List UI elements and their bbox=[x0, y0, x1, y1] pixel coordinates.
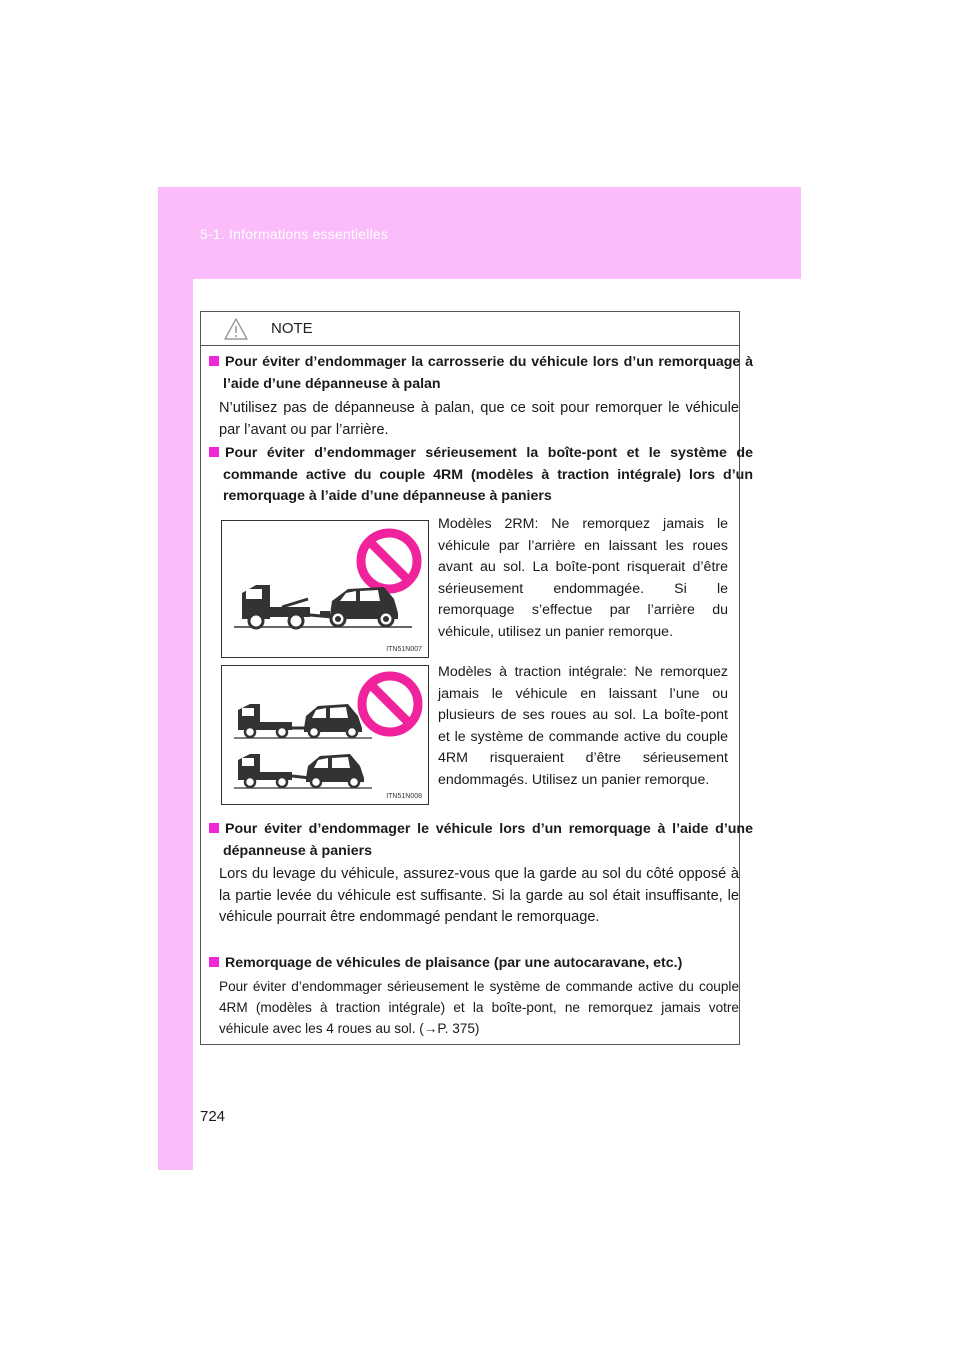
square-bullet-icon bbox=[209, 957, 219, 967]
figure-2wd-towing bbox=[221, 520, 429, 658]
page-number: 724 bbox=[200, 1108, 226, 1125]
side-tab-band bbox=[158, 187, 193, 1170]
figure-1-description: Modèles 2RM: Ne remorquez jamais le véhicule par l’arrière en laissant les roues avant au sol. La boîte-pont risquerait d’être sérieusement endommagée. Si le remorquage s’effectue par l’arrière du véhicule, utilisez un panier remorque. bbox=[438, 516, 728, 640]
figure-code: ITN51N008 bbox=[386, 793, 422, 800]
section-heading: Pour éviter d’endommager le véhicule lors d’un remorquage à l’aide d’une dépanneuse à paniers bbox=[209, 819, 753, 862]
tow-truck-illustration bbox=[222, 521, 428, 657]
section-heading: Remorquage de véhicules de plaisance (par une autocaravane, etc.) bbox=[209, 953, 753, 975]
note-label: NOTE bbox=[271, 320, 313, 337]
tow-truck-illustration bbox=[222, 666, 428, 804]
section-title: 5-1. Informations essentielles bbox=[200, 226, 389, 242]
figure-2-description: Modèles à traction intégrale: Ne remorquez jamais le véhicule en laissant l’une ou plusieurs de ses roues au sol. La boîte-pont et le système de commande active du couple 4RM risqueraient d’être sérieusement endommagés. Utilisez un panier remorque. bbox=[438, 664, 728, 788]
note-box bbox=[200, 311, 753, 1045]
warning-triangle-icon bbox=[223, 317, 249, 341]
section-body: N’utilisez pas de dépanneuse à palan, que ce soit pour remorquer le véhicule par l’avant ou par l’arrière. bbox=[219, 400, 739, 438]
figure-code: ITN51N007 bbox=[386, 646, 422, 653]
section-heading: Pour éviter d’endommager la carrosserie du véhicule lors d’un remorquage à l’aide d’une dépanneuse à palan bbox=[209, 352, 753, 395]
section-heading: Pour éviter d’endommager sérieusement la boîte-pont et le système de commande active du couple 4RM (modèles à traction intégrale) lors d’un remorquage à l’aide d’une dépanneuse à paniers bbox=[209, 443, 753, 508]
section-body: Pour éviter d’endommager sérieusement le système de commande active du couple 4RM (modèles à traction intégrale) et la boîte-pont, ne remorquez jamais votre véhicule avec les 4 roues au sol. (→P. 375) bbox=[219, 979, 739, 1036]
square-bullet-icon bbox=[209, 447, 219, 457]
prohibition-icon bbox=[362, 676, 418, 732]
note-header bbox=[201, 312, 739, 346]
square-bullet-icon bbox=[209, 823, 219, 833]
figure-4wd-towing bbox=[221, 665, 429, 805]
section-body: Lors du levage du véhicule, assurez-vous que la garde au sol du côté opposé à la partie levée du véhicule est suffisante. Si la garde au sol était insuffisante, le véhicule pourrait être endommagé pendant le remorquage. bbox=[219, 866, 739, 925]
square-bullet-icon bbox=[209, 356, 219, 366]
prohibition-icon bbox=[361, 533, 417, 589]
